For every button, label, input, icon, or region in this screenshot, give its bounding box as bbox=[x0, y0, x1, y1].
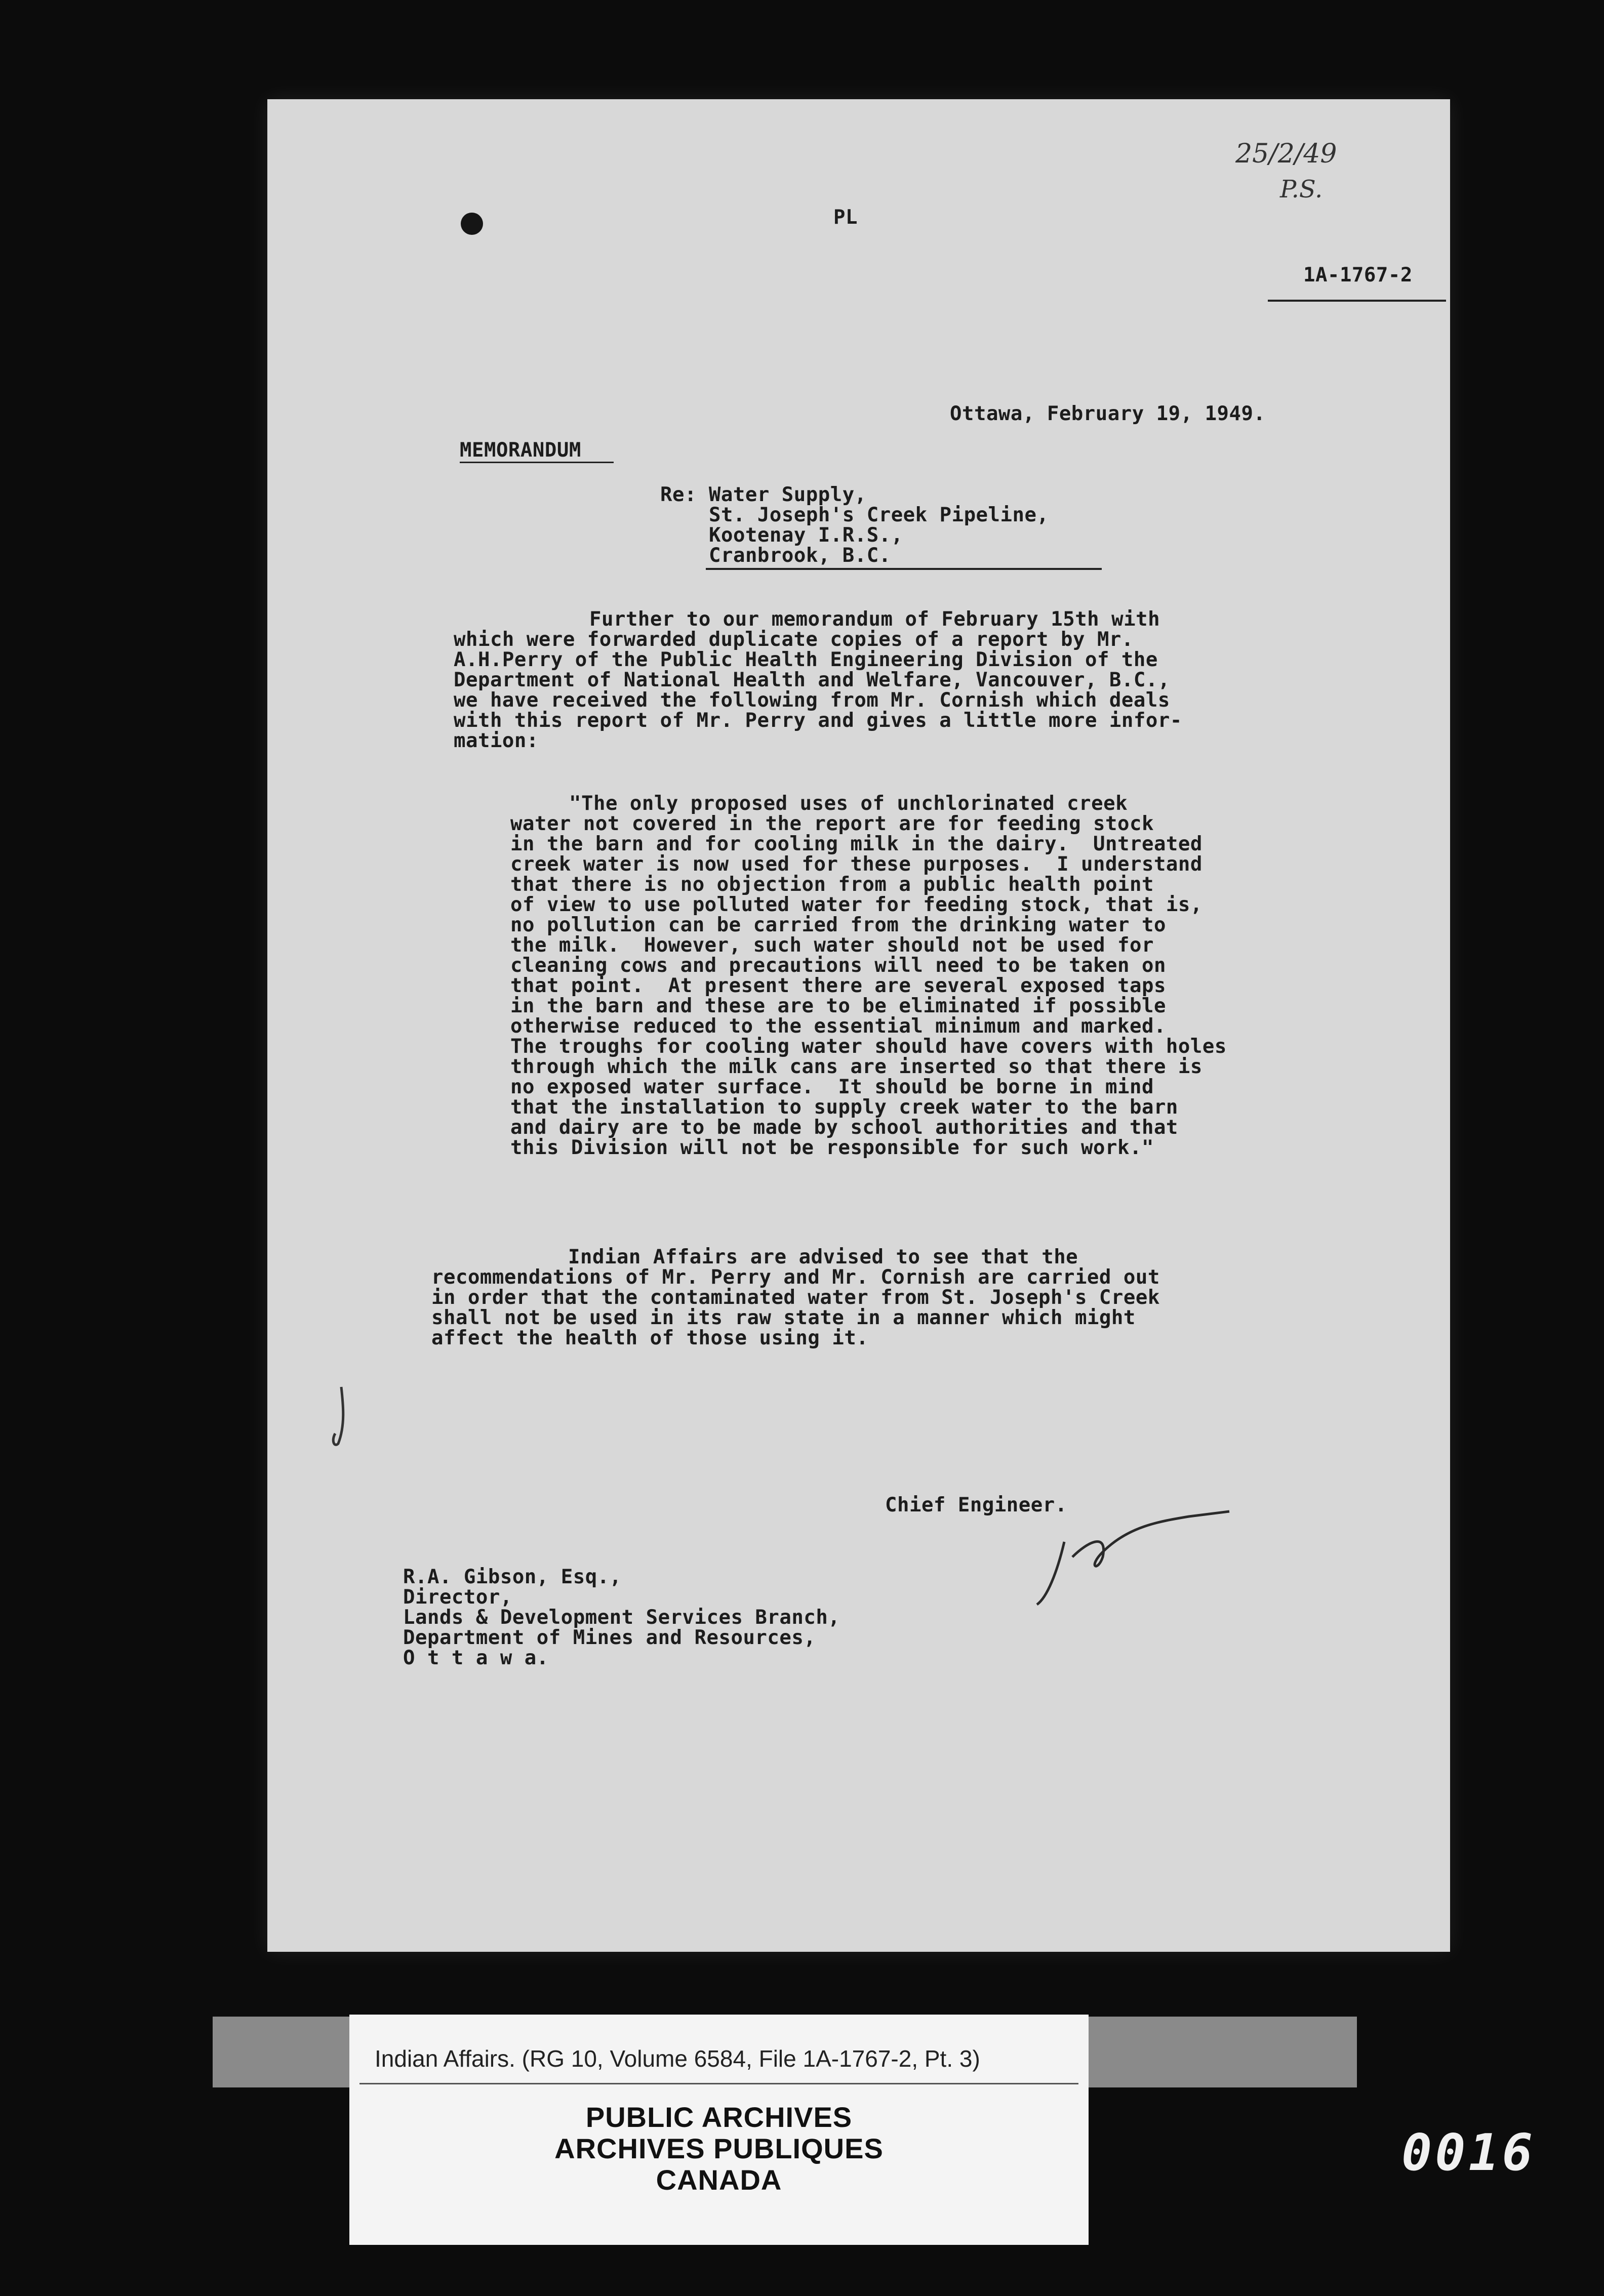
archive-reference-rule bbox=[359, 2083, 1078, 2084]
quote-line: otherwise reduced to the essential minimum and marked. bbox=[510, 1015, 1166, 1038]
re-line: Kootenay I.R.S., bbox=[709, 524, 903, 547]
intro-line: Further to our memorandum of February 15th with bbox=[589, 608, 1160, 631]
re-line: Re: Water Supply, bbox=[660, 483, 867, 506]
quote-line: water not covered in the report are for feeding stock bbox=[510, 812, 1154, 835]
addressee-line: O t t a w a. bbox=[403, 1647, 549, 1669]
addressee-line: R.A. Gibson, Esq., bbox=[403, 1566, 622, 1588]
frame-number: 0016 bbox=[1401, 2123, 1536, 2182]
handwritten-date: 25/2/49 bbox=[1235, 139, 1337, 169]
quote-line: and dairy are to be made by school authorities and that bbox=[510, 1116, 1178, 1139]
archive-reference: Indian Affairs. (RG 10, Volume 6584, File 1A-1767-2, Pt. 3) bbox=[375, 2045, 980, 2072]
quote-line: in the barn and these are to be eliminated if possible bbox=[510, 995, 1166, 1017]
quote-line: no exposed water surface. It should be borne in mind bbox=[510, 1076, 1154, 1098]
closing-line: recommendations of Mr. Perry and Mr. Cornish are carried out bbox=[431, 1266, 1160, 1289]
archive-label bbox=[349, 2015, 1089, 2245]
intro-line: Department of National Health and Welfare, Vancouver, B.C., bbox=[454, 669, 1170, 691]
pl-mark: PL bbox=[833, 206, 858, 229]
signature-title: Chief Engineer. bbox=[885, 1494, 1067, 1516]
quote-line: through which the milk cans are inserted so that there is bbox=[510, 1055, 1202, 1078]
quote-line: The troughs for cooling water should have covers with holes bbox=[510, 1035, 1227, 1058]
file-number: 1A-1767-2 bbox=[1303, 264, 1413, 286]
closing-line: shall not be used in its raw state in a manner which might bbox=[431, 1306, 1136, 1329]
quote-line: in the barn and for cooling milk in the dairy. Untreated bbox=[510, 833, 1202, 855]
quote-line: cleaning cows and precautions will need to be taken on bbox=[510, 954, 1166, 977]
document-page bbox=[267, 99, 1450, 1952]
memo-title: MEMORANDUM bbox=[460, 439, 581, 462]
re-line: Cranbrook, B.C. bbox=[709, 544, 891, 567]
margin-check-mark bbox=[328, 1385, 353, 1451]
quote-line: creek water is now used for these purposes. I understand bbox=[510, 853, 1202, 876]
addressee-line: Lands & Development Services Branch, bbox=[403, 1606, 840, 1629]
addressee-line: Director, bbox=[403, 1586, 512, 1609]
intro-line: A.H.Perry of the Public Health Engineering Division of the bbox=[454, 648, 1158, 671]
archive-name-fr: ARCHIVES PUBLIQUES bbox=[554, 2133, 884, 2164]
punch-hole bbox=[461, 213, 483, 235]
re-block bbox=[660, 483, 1049, 567]
quote-line: the milk. However, such water should not be used for bbox=[510, 934, 1154, 957]
quote-line: that there is no objection from a public health point bbox=[510, 873, 1154, 896]
intro-line: which were forwarded duplicate copies of a report by Mr. bbox=[454, 628, 1134, 651]
re-line: St. Joseph's Creek Pipeline, bbox=[709, 504, 1049, 526]
quote-line: that the installation to supply creek water to the barn bbox=[510, 1096, 1178, 1119]
file-number-underline bbox=[1268, 300, 1446, 302]
closing-paragraph bbox=[431, 1247, 1160, 1348]
quote-line: that point. At present there are several exposed taps bbox=[510, 974, 1166, 997]
archive-country: CANADA bbox=[656, 2164, 782, 2196]
archive-name-en: PUBLIC ARCHIVES bbox=[585, 2101, 853, 2133]
addressee-line: Department of Mines and Resources, bbox=[403, 1626, 816, 1649]
quote-line: no pollution can be carried from the drinking water to bbox=[510, 914, 1166, 936]
intro-line: we have received the following from Mr. Cornish which deals bbox=[454, 689, 1170, 712]
closing-line: in order that the contaminated water from St. Joseph's Creek bbox=[431, 1286, 1160, 1309]
quote-line: of view to use polluted water for feeding stock, that is, bbox=[510, 893, 1202, 916]
handwritten-initials: P.S. bbox=[1280, 175, 1323, 203]
re-block-underline bbox=[706, 568, 1102, 570]
intro-line: mation: bbox=[454, 729, 539, 752]
date-line: Ottawa, February 19, 1949. bbox=[950, 402, 1266, 425]
intro-line: with this report of Mr. Perry and gives a little more infor- bbox=[454, 709, 1182, 732]
memo-title-underline bbox=[460, 462, 614, 463]
closing-line: Indian Affairs are advised to see that the bbox=[568, 1246, 1078, 1268]
quote-line: this Division will not be responsible for such work." bbox=[510, 1136, 1154, 1159]
quote-line: "The only proposed uses of unchlorinated creek bbox=[569, 792, 1128, 815]
intro-paragraph bbox=[454, 609, 1182, 751]
addressee-block bbox=[403, 1567, 840, 1668]
closing-line: affect the health of those using it. bbox=[431, 1327, 869, 1349]
handwritten-signature bbox=[1027, 1496, 1245, 1613]
quoted-paragraph bbox=[510, 794, 1227, 1158]
